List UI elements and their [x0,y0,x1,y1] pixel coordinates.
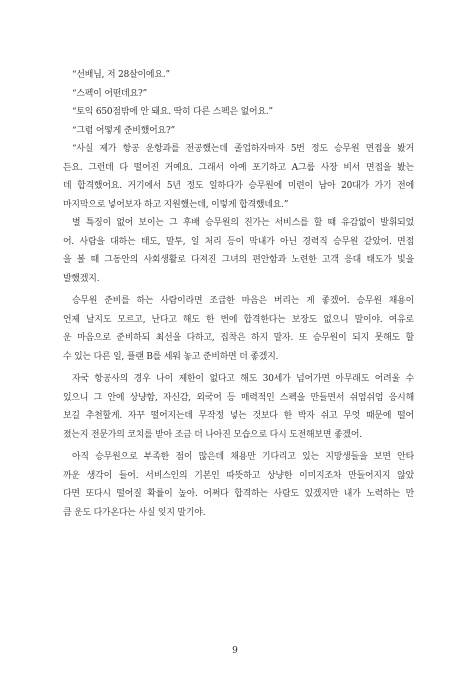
paragraph-line: 운 마음으로 준비하되 최선을 다하고, 집착은 하지 말자. 또 승무원이 되지 못해도 할 [63,333,414,343]
paragraph [63,370,414,444]
paragraph-line: 을 볼 때 그동안의 사회생활로 다져진 그녀의 편안함과 노련한 고객 응대 태도가 빛을 [63,255,414,265]
paragraph-line: 졌는지 전문가의 코치를 받아 조금 더 나아진 모습으로 다시 도전해보면 좋겠어. [63,429,362,440]
paragraph-line: 있으니 그 안에 상냥함, 자신감, 외국어 등 매력적인 스펙을 만들면서 쉬엄쉬엄 응시해 [63,392,414,403]
body-text [63,66,414,522]
paragraph-line: 아직 승무원으로 부족한 점이 많은데 채용만 기다리고 있는 지망생들을 보면 안타 [72,452,414,462]
paragraph-line: 보길 추천할게. 자꾸 떨어지는데 무작정 넣는 것보다 한 박자 쉬고 무엇 때문에 떨어 [63,411,414,421]
paragraph [63,140,414,214]
paragraph-line: 수 있는 다른 일, 플랜 B를 세워 놓고 준비하면 더 좋겠지. [63,351,279,362]
paragraph-line: 어. 사람을 대하는 태도, 말투, 일 처리 등이 막내가 아닌 경력직 승무원 같았어. 면접 [63,236,414,247]
paragraph-line: 데 합격했어요. 거기에서 5년 정도 일하다가 승무원에 미련이 남아 20대가 가기 전에 [63,181,414,191]
paragraph [63,448,414,522]
paragraph-line: 다면 또다시 떨어질 확률이 높아. 어쩌다 합격하는 사람도 있겠지만 내가 노력하는 만 [63,489,414,499]
paragraph-line: 별 특징이 없어 보이는 그 후배 승무원의 진가는 서비스를 할 때 유감없이 발휘되었 [72,218,414,228]
paragraph-line: “사실 제가 항공 운항과를 전공했는데 졸업하자마자 5번 정도 승무원 면접을 봤거 [72,144,414,154]
dialogue-line: “스펙이 어떤데요?” [72,88,148,99]
paragraph-line: 든요. 그런데 다 떨어진 거예요. 그래서 아예 포기하고 A그룹 사장 비서 면접을 봤는 [63,162,414,173]
page-number: 9 [232,646,238,656]
dialogue-line: “그럼 어떻게 준비했어요?” [72,125,175,136]
paragraph [63,214,414,288]
paragraph-line: 언제 날지도 모르고, 난다고 해도 한 번에 합격한다는 보장도 없으니 말이야. 여유로 [63,314,414,325]
paragraph-line: 발했겠지. [63,273,100,284]
dialogue-line: “토익 650점밖에 안 돼요. 딱히 다른 스펙은 없어요.” [72,107,273,117]
paragraph-line: 마지막으로 넣어보자 하고 지원했는데, 이렇게 합격했네요.” [63,199,289,210]
paragraph-line: 까운 생각이 들어. 서비스인의 기본인 따뜻하고 상냥한 이미지조차 만들어지지 않았 [63,470,414,481]
paragraph [63,292,414,366]
paragraph-line: 승무원 준비를 하는 사람이라면 조급한 마음은 버리는 게 좋겠어. 승무원 채용이 [72,296,414,306]
paragraph-line: 큼 운도 다가온다는 사실 잊지 말기야. [63,507,206,518]
dialogue-line: “선배님, 저 28살이에요.” [72,70,170,80]
paragraph-line: 자국 항공사의 경우 나이 제한이 없다고 해도 30세가 넘어가면 아무래도 어려울 수 [72,374,414,384]
